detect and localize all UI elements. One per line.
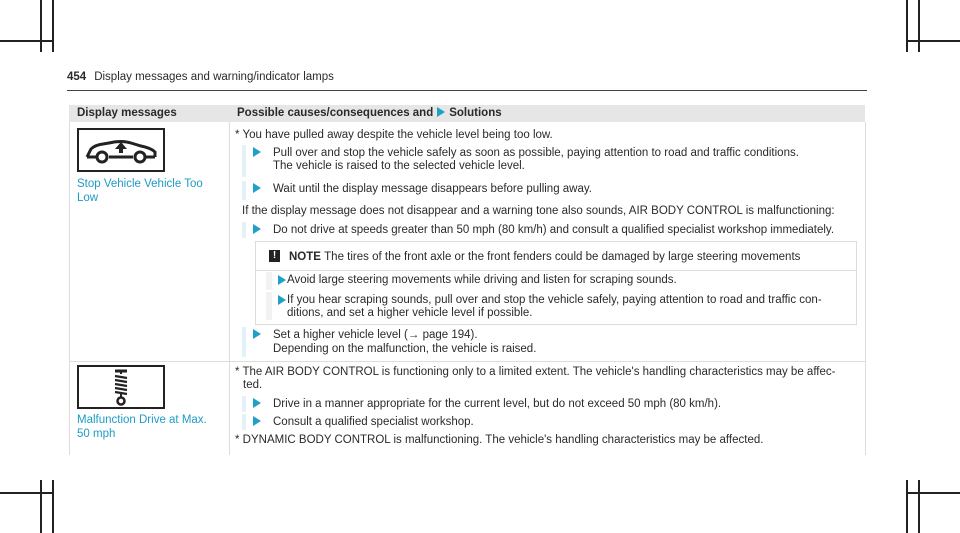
page-title: Display messages and warning/indicator lamps (94, 71, 334, 83)
play-arrow-icon (253, 398, 261, 408)
column-header-messages: Display messages (77, 107, 177, 119)
suspension-spring-icon (77, 365, 165, 409)
step-text: Wait until the display message disappears before pulling away. (273, 183, 592, 195)
warning-icon: ! (269, 250, 280, 262)
play-arrow-icon (253, 183, 261, 193)
step-text: Consult a qualified specialist workshop. (273, 416, 474, 428)
page-header (67, 71, 334, 83)
step-bar (242, 145, 246, 177)
step-text: The vehicle is raised to the selected vehicle level. (273, 160, 525, 172)
step-text: Depending on the malfunction, the vehicle is raised. (273, 343, 537, 355)
page-number: 454 (67, 71, 87, 83)
play-arrow-icon (437, 107, 445, 117)
cause-text: ted. (243, 379, 263, 391)
car-raise-icon (77, 128, 165, 172)
step-text: Set a higher vehicle level (→ page 194). (273, 329, 478, 341)
column-header-causes: Possible causes/consequences and Solutions (237, 107, 502, 119)
message-caption: Malfunction Drive at Max. 50 mph (77, 414, 207, 440)
step-text: Do not drive at speeds greater than 50 mph (80 km/h) and consult a qualified specialist workshop immediately. (273, 224, 835, 236)
paragraph-text: If the display message does not disappear and a warning tone also sounds, AIR BODY CONTROL is malfunctioning: (242, 205, 835, 217)
step-bar (242, 181, 246, 200)
step-text: Pull over and stop the vehicle safely as soon as possible, paying attention to road and traffic conditions. (273, 147, 799, 159)
header-divider (67, 90, 867, 91)
row-divider (69, 361, 866, 362)
cause-text: * You have pulled away despite the vehicle level being too low. (235, 129, 553, 141)
step-bar (242, 327, 246, 357)
play-arrow-icon (278, 275, 286, 285)
note-step-text: Avoid large steering movements while driving and listen for scraping sounds. (287, 274, 677, 286)
column-divider (229, 122, 230, 455)
play-arrow-icon (253, 147, 261, 157)
table-border-right (865, 122, 866, 455)
cause-text: * The AIR BODY CONTROL is functioning only to a limited extent. The vehicle's handling characteristics may be affec- (235, 366, 836, 378)
note-box (255, 241, 857, 325)
play-arrow-icon (253, 416, 261, 426)
play-arrow-icon (278, 295, 286, 305)
message-caption: Stop Vehicle Vehicle Too Low (77, 178, 203, 204)
note-step-text: ditions, and set a higher vehicle level if possible. (287, 307, 533, 319)
note-step-text: If you hear scraping sounds, pull over and stop the vehicle safely, paying attention to road and traffic con- (287, 294, 822, 306)
play-arrow-icon (253, 224, 261, 234)
step-text: Drive in a manner appropriate for the current level, but do not exceed 50 mph (80 km/h). (273, 398, 722, 410)
step-bar (242, 396, 246, 412)
table-header (69, 105, 865, 122)
table-border-left (69, 122, 70, 455)
cause-text: * DYNAMIC BODY CONTROL is malfunctioning. The vehicle's handling characteristics may be affected. (235, 434, 764, 446)
play-arrow-icon (253, 329, 261, 339)
step-bar (242, 222, 246, 238)
step-bar (242, 414, 246, 430)
note-heading: NOTE The tires of the front axle or the front fenders could be damaged by large steering movements (289, 251, 801, 263)
